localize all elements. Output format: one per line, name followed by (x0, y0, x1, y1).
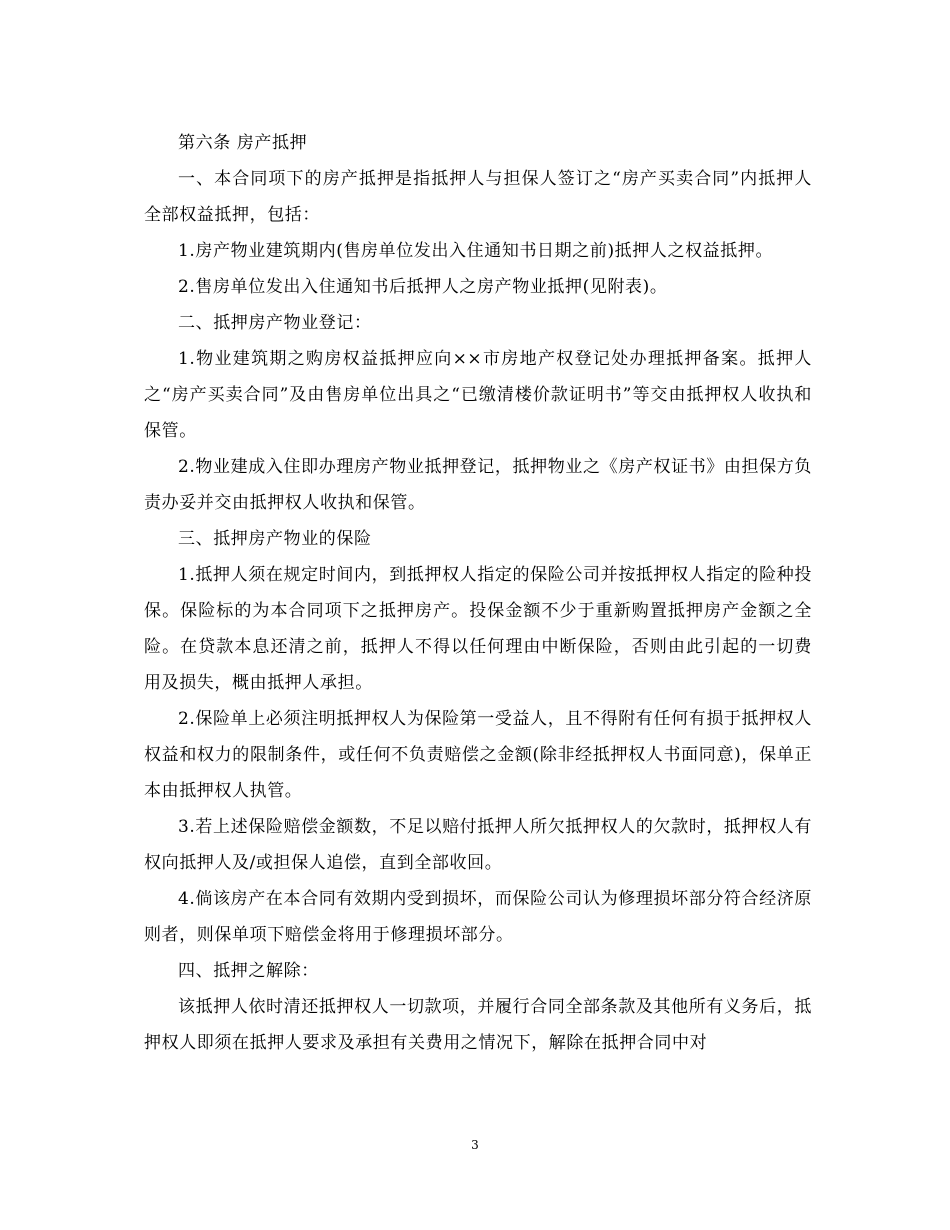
section-four-heading: 四、抵押之解除： (178, 961, 319, 981)
section-three-item-2: 2.保险单上必须注明抵押权人为保险第一受益人，且不得附有任何有损于抵押权人权益和权力的限制条件，或任何不负责赔偿之金额(除非经抵押权人书面同意)，保单正本由抵押权人执管。 (144, 709, 812, 801)
section-two-item-1: 1.物业建筑期之购房权益抵押应向××市房地产权登记处办理抵押备案。抵押人之“房产买卖合同”及由售房单位出具之“已缴清楼价款证明书”等交由抵押权人收执和保管。 (144, 349, 812, 441)
section-three-item-3: 3.若上述保险赔偿金额数，不足以赔付抵押人所欠抵押权人的欠款时，抵押权人有权向抵押人及/或担保人追偿，直到全部收回。 (144, 817, 812, 873)
section-one-item-1: 1.房产物业建筑期内(售房单位发出入住通知书日期之前)抵押人之权益抵押。 (178, 241, 774, 261)
document-body (144, 125, 812, 1061)
section-three-item-1: 1.抵押人须在规定时间内，到抵押权人指定的保险公司并按抵押权人指定的险种投保。保险标的为本合同项下之抵押房产。投保金额不少于重新购置抵押房产金额之全险。在贷款本息还清之前，抵押人不得以任何理由中断保险，否则由此引起的一切费用及损失，概由抵押人承担。 (144, 565, 812, 693)
section-three-heading: 三、抵押房产物业的保险 (178, 529, 372, 549)
page-number: 3 (471, 1138, 479, 1152)
section-two-heading: 二、抵押房产物业登记： (178, 313, 372, 333)
section-one-item-2: 2.售房单位发出入住通知书后抵押人之房产物业抵押(见附表)。 (178, 277, 668, 297)
article-heading: 第六条 房产抵押 (178, 133, 308, 153)
section-four-body: 该抵押人依时清还抵押权人一切款项，并履行合同全部条款及其他所有义务后，抵押权人即须在抵押人要求及承担有关费用之情况下，解除在抵押合同中对 (144, 997, 812, 1053)
section-one-heading: 一、本合同项下的房产抵押是指抵押人与担保人签订之“房产买卖合同”内抵押人全部权益抵押，包括： (144, 169, 812, 225)
section-two-item-2: 2.物业建成入住即办理房产物业抵押登记，抵押物业之《房产权证书》由担保方负责办妥并交由抵押权人收执和保管。 (144, 457, 812, 513)
section-three-item-4: 4.倘该房产在本合同有效期内受到损坏，而保险公司认为修理损坏部分符合经济原则者，则保单项下赔偿金将用于修理损坏部分。 (144, 889, 812, 945)
